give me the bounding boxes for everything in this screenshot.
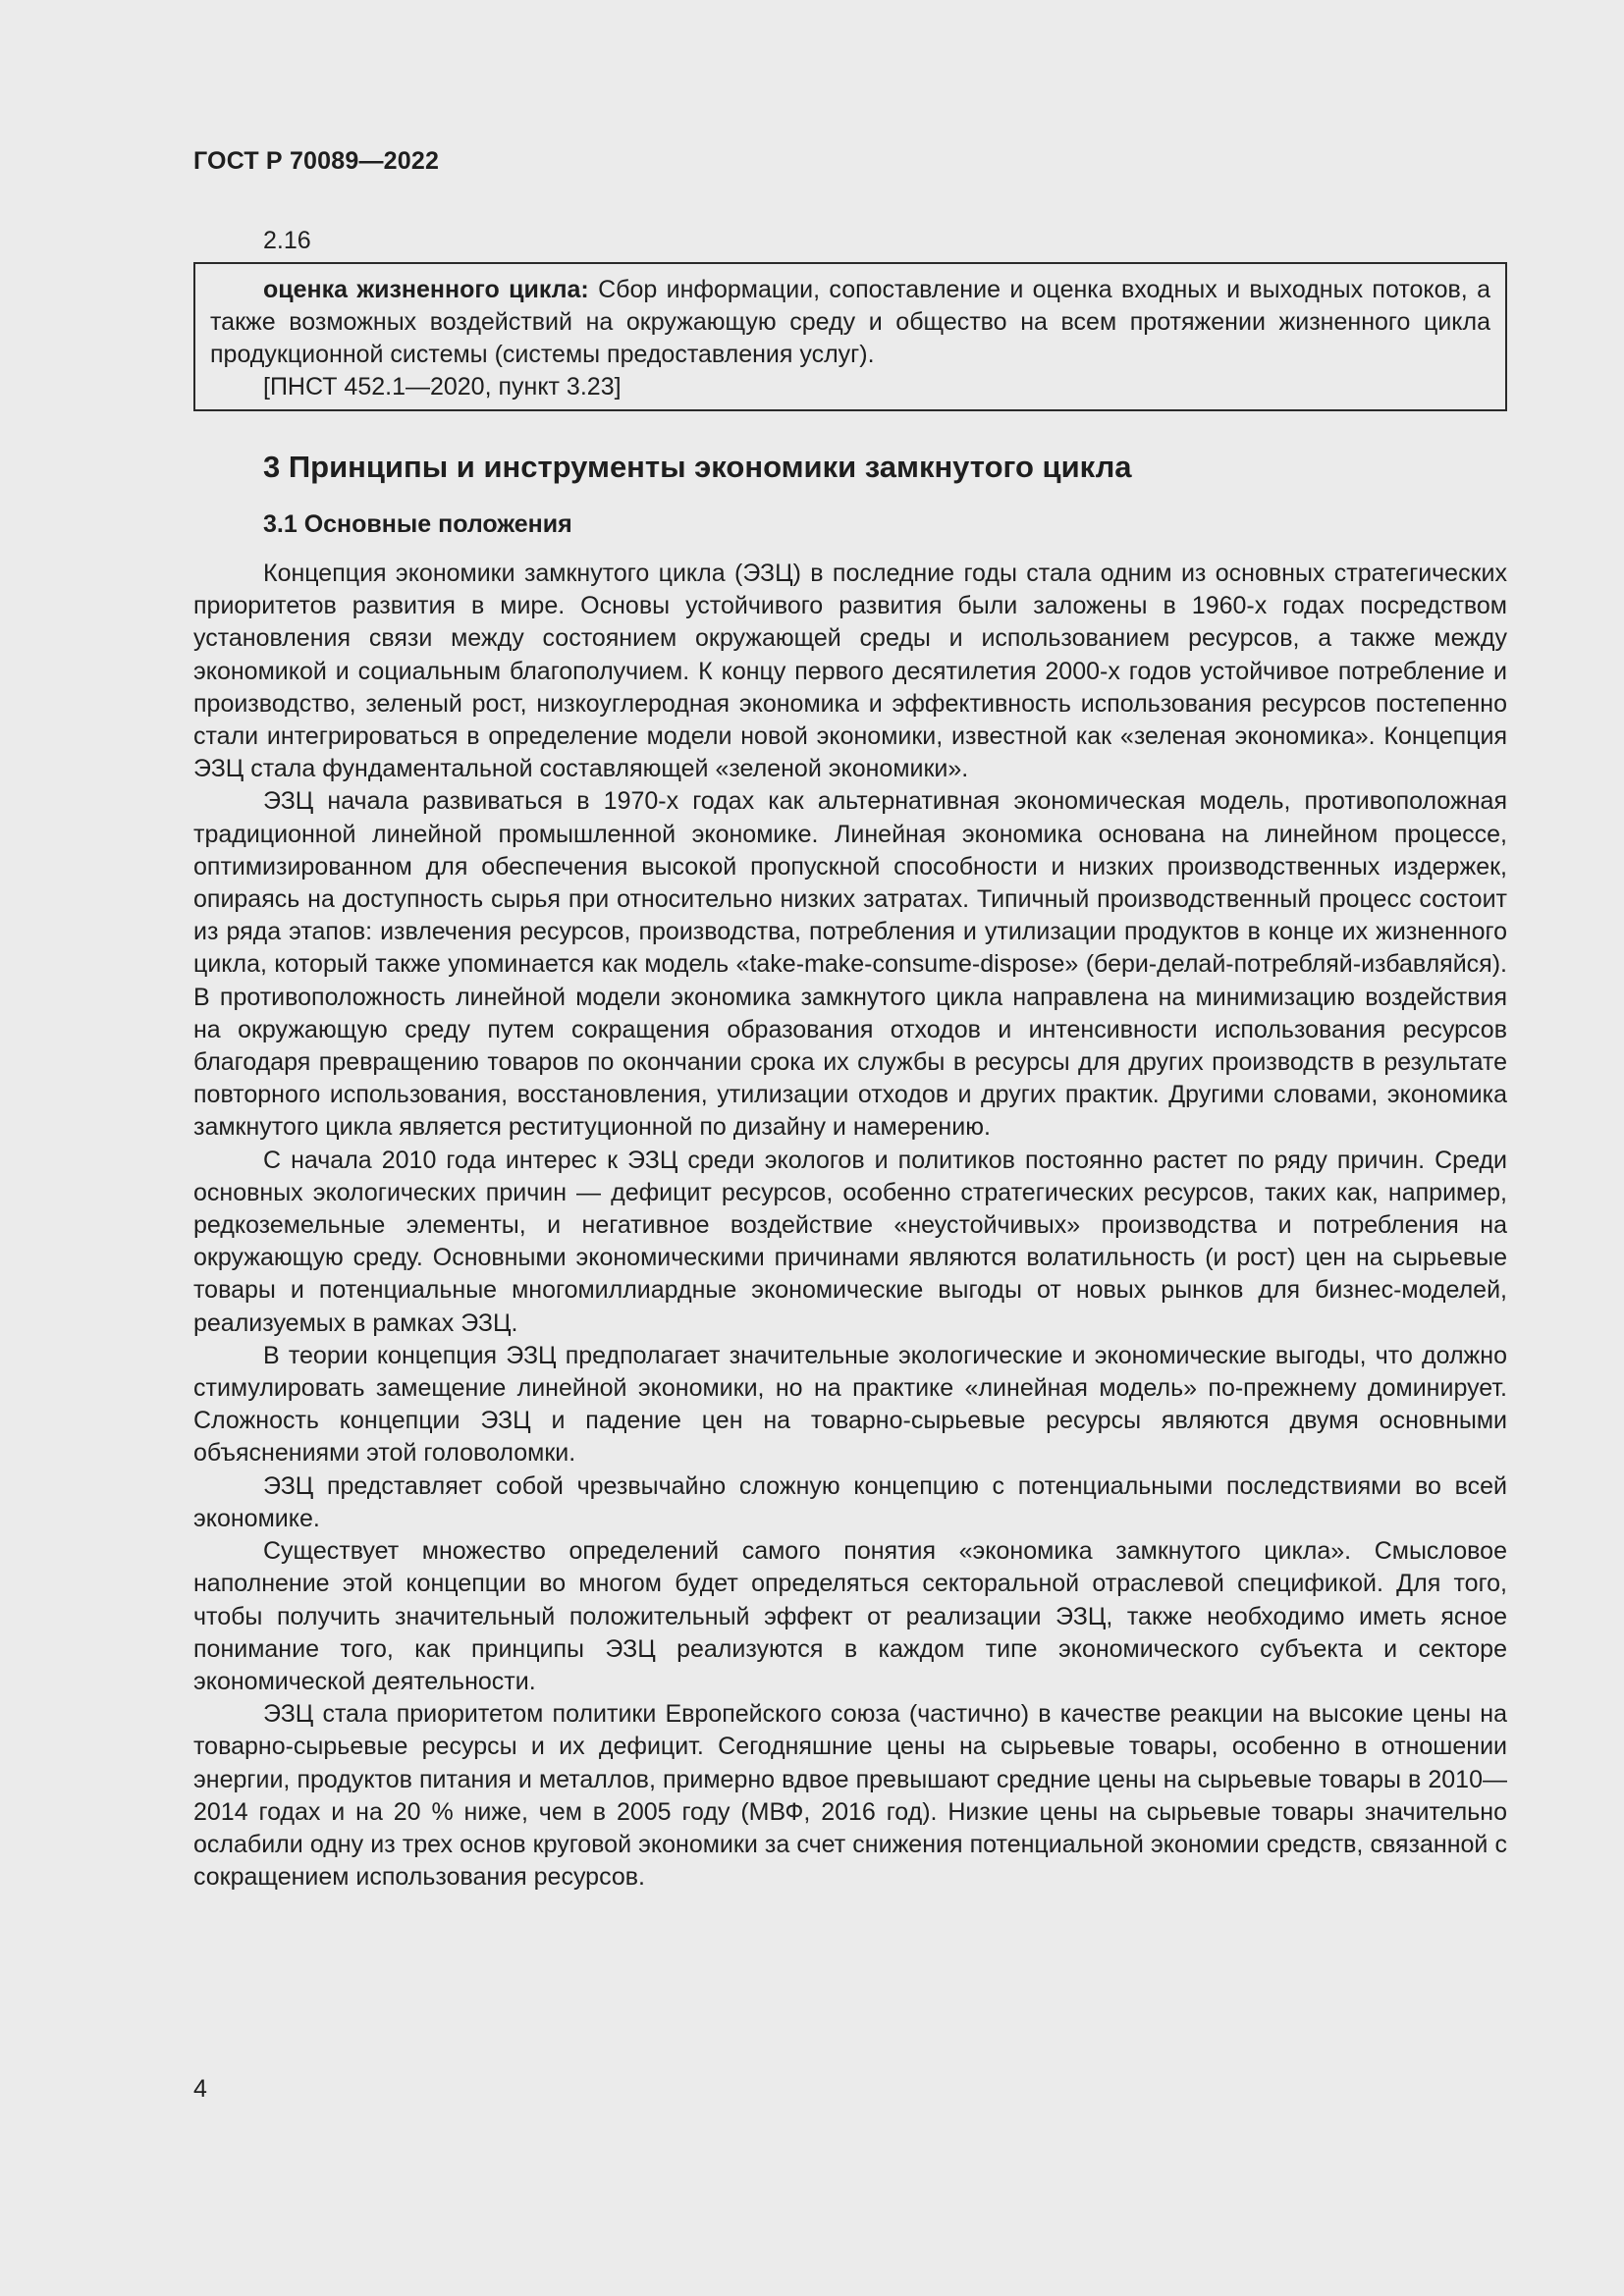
- term-source: [ПНСТ 452.1—2020, пункт 3.23]: [263, 373, 622, 400]
- paragraph: Существует множество определений самого понятия «экономика замкнутого цикла». Смысловое наполнение этой концепции во многом будет определяться секторальной отраслевой спецификой. Для того, чтобы получить значительный положительный эффект от реализации ЭЗЦ, также необходимо иметь ясное понимание того, как принципы ЭЗЦ реализуются в каждом типе экономического субъекта и секторе экономической деятельности.: [193, 1537, 1507, 1695]
- subsection-title: 3.1 Основные положения: [263, 510, 572, 538]
- standard-id-header: ГОСТ Р 70089—2022: [193, 147, 440, 175]
- paragraph: ЭЗЦ стала приоритетом политики Европейского союза (частично) в качестве реакции на высокие цены на товарно-сырьевые ресурсы и их дефицит. Сегодняшние цены на сырьевые товары, особенно в отношении энергии, продуктов питания и металлов, примерно вдвое превышают средние цены на сырьевые товары в 2010—2014 годах и на 20 % ниже, чем в 2005 году (МВФ, 2016 год). Низкие цены на сырьевые товары значительно ослабили одну из трех основ круговой экономики за счет снижения потенциальной экономии средств, связанной с сокращением использования ресурсов.: [193, 1700, 1507, 1892]
- body-text: [193, 558, 1507, 1894]
- paragraph: ЭЗЦ начала развиваться в 1970-х годах как альтернативная экономическая модель, противоположная традиционной линейной промышленной экономике. Линейная экономика основана на линейном процессе, оптимизированном для обеспечения высокой пропускной способности и низких производственных издержек, опираясь на доступность сырья при относительно низких затратах. Типичный производственный процесс состоит из ряда этапов: извлечения ресурсов, производства, потребления и утилизации продуктов в конце их жизненного цикла, который также упоминается как модель «take-make-consume-dispose» (бери-делай-потребляй-избавляйся). В противоположность линейной модели экономика замкнутого цикла направлена на минимизацию воздействия на окружающую среду путем сокращения образования отходов и интенсивности использования ресурсов благодаря превращению товаров по окончании срока их службы в ресурсы для других производств в результате повторного использования, восстановления, утилизации отходов и других практик. Другими словами, экономика замкнутого цикла является реституционной по дизайну и намерению.: [193, 787, 1507, 1142]
- term-definition: [210, 274, 1490, 371]
- paragraph: ЭЗЦ представляет собой чрезвычайно сложную концепцию с потенциальными последствиями во всей экономике.: [193, 1471, 1507, 1532]
- term-number: 2.16: [263, 227, 311, 254]
- paragraph: С начала 2010 года интерес к ЭЗЦ среди экологов и политиков постоянно растет по ряду причин. Среди основных экологических причин — дефицит ресурсов, особенно стратегических ресурсов, таких как, например, редкоземельные элементы, и негативное воздействие «неустойчивых» производства и потребления на окружающую среду. Основными экономическими причинами являются волатильность (и рост) цен на сырьевые товары и потенциальные многомиллиардные экономические выгоды от новых рынков для бизнес-моделей, реализуемых в рамках ЭЗЦ.: [193, 1146, 1507, 1337]
- term-definition-text: Сбор информации, сопоставление и оценка входных и выходных потоков, а также возможных воздействий на окружающую среду и общество на всем протяжении жизненного цикла продукционной системы (системы предоставления услуг).: [210, 276, 1490, 368]
- term-title: оценка жизненного цикла:: [263, 276, 589, 303]
- paragraph: Концепция экономики замкнутого цикла (ЭЗЦ) в последние годы стала одним из основных стратегических приоритетов развития в мире. Основы устойчивого развития были заложены в 1960-х годах посредством установления связи между состоянием окружающей среды и использованием ресурсов, а также между экономикой и социальным благополучием. К концу первого десятилетия 2000-х годов устойчивое потребление и производство, зеленый рост, низкоуглеродная экономика и эффективность использования ресурсов постепенно стали интегрироваться в определение модели новой экономики, известной как «зеленая экономика». Концепция ЭЗЦ стала фундаментальной составляющей «зеленой экономики».: [193, 560, 1507, 783]
- term-definition-box: [193, 262, 1507, 411]
- page-number: 4: [193, 2075, 207, 2103]
- paragraph: В теории концепция ЭЗЦ предполагает значительные экологические и экономические выгоды, что должно стимулировать замещение линейной экономики, но на практике «линейная модель» по-прежнему доминирует. Сложность концепции ЭЗЦ и падение цен на товарно-сырьевые ресурсы являются двумя основными объяснениями этой головоломки.: [193, 1341, 1507, 1468]
- section-title: 3 Принципы и инструменты экономики замкнутого цикла: [263, 450, 1132, 484]
